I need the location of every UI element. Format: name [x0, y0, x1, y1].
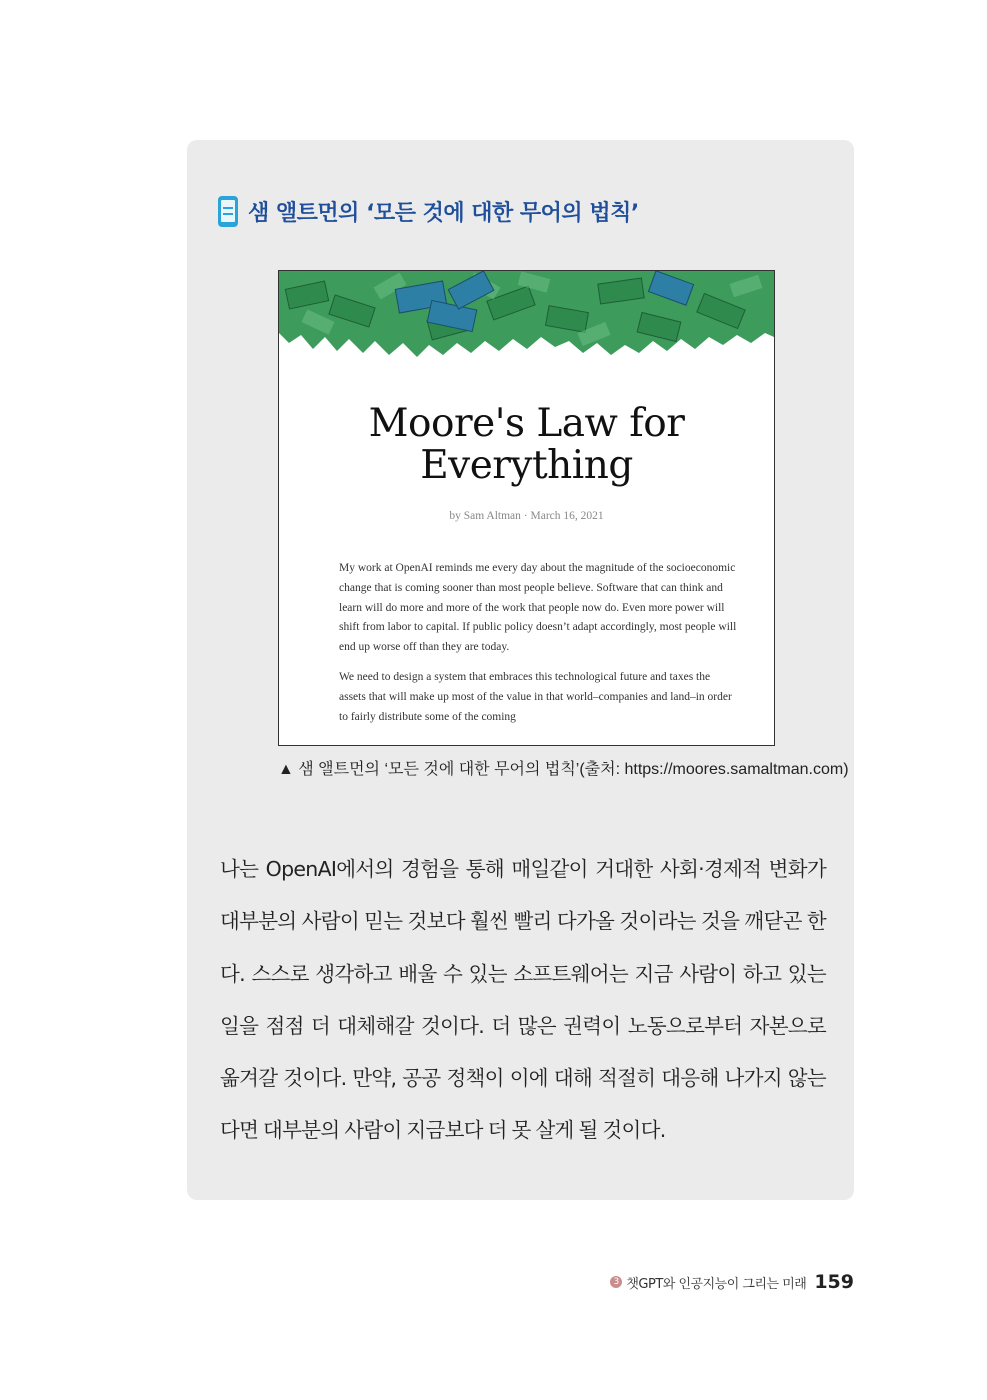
body-paragraph: 나는 OpenAI에서의 경험을 통해 매일같이 거대한 사회·경제적 변화가 대부분의 사람이 믿는 것보다 훨씬 빨리 다가올 것이라는 것을 깨닫곤 한다. 스스로 생각하고 배울 수 있는 소프트웨어는 지금 사람이 하고 있는 일을 점점 더 대체해갈 것이다. 더 많은 권력이 노동으로부터 자본으로 옮겨갈 것이다. 만약, 공공 정책이 이에 대해 적절히 대응해 나가지 않는다면 대부분의 사람이 지금보다 더 못 살게 될 것이다. — [220, 857, 826, 1143]
phone-memo-icon — [218, 196, 238, 227]
chapter-number-badge: 3 — [610, 1276, 622, 1288]
figure-caption: ▲ 샘 앨트먼의 ‘모든 것에 대한 무어의 법칙’(출처: https://moores.samaltman.com) — [278, 761, 849, 778]
essay-body — [339, 559, 739, 737]
essay-title-line2: Everything — [420, 443, 633, 488]
essay-title — [279, 403, 774, 487]
chapter-title: 챗GPT와 인공지능이 그리는 미래 — [626, 1276, 807, 1292]
money-banner — [279, 271, 774, 361]
page-footer — [610, 1271, 854, 1293]
box-title — [218, 193, 639, 229]
essay-byline: by Sam Altman · March 16, 2021 — [449, 510, 604, 522]
page-number: 159 — [814, 1271, 854, 1293]
essay-screenshot — [278, 270, 775, 746]
essay-paragraph: We need to design a system that embraces this technological future and taxes the assets that will make up most of the value in that world–companies and land–in order to fairly distribute some of the coming — [339, 670, 732, 723]
box-title-text: 샘 앨트먼의 ‘모든 것에 대한 무어의 법칙’ — [248, 200, 639, 226]
essay-paragraph: My work at OpenAI reminds me every day about the magnitude of the socioeconomic change that is coming sooner than most people believe. Software that can think and learn will do more and more of the work that people now do. Even more power will shift from labor to capital. If public policy doesn’t adapt accordingly, most people will end up worse off than they are today. — [339, 562, 737, 654]
essay-title-line1: Moore's Law for — [368, 401, 685, 446]
